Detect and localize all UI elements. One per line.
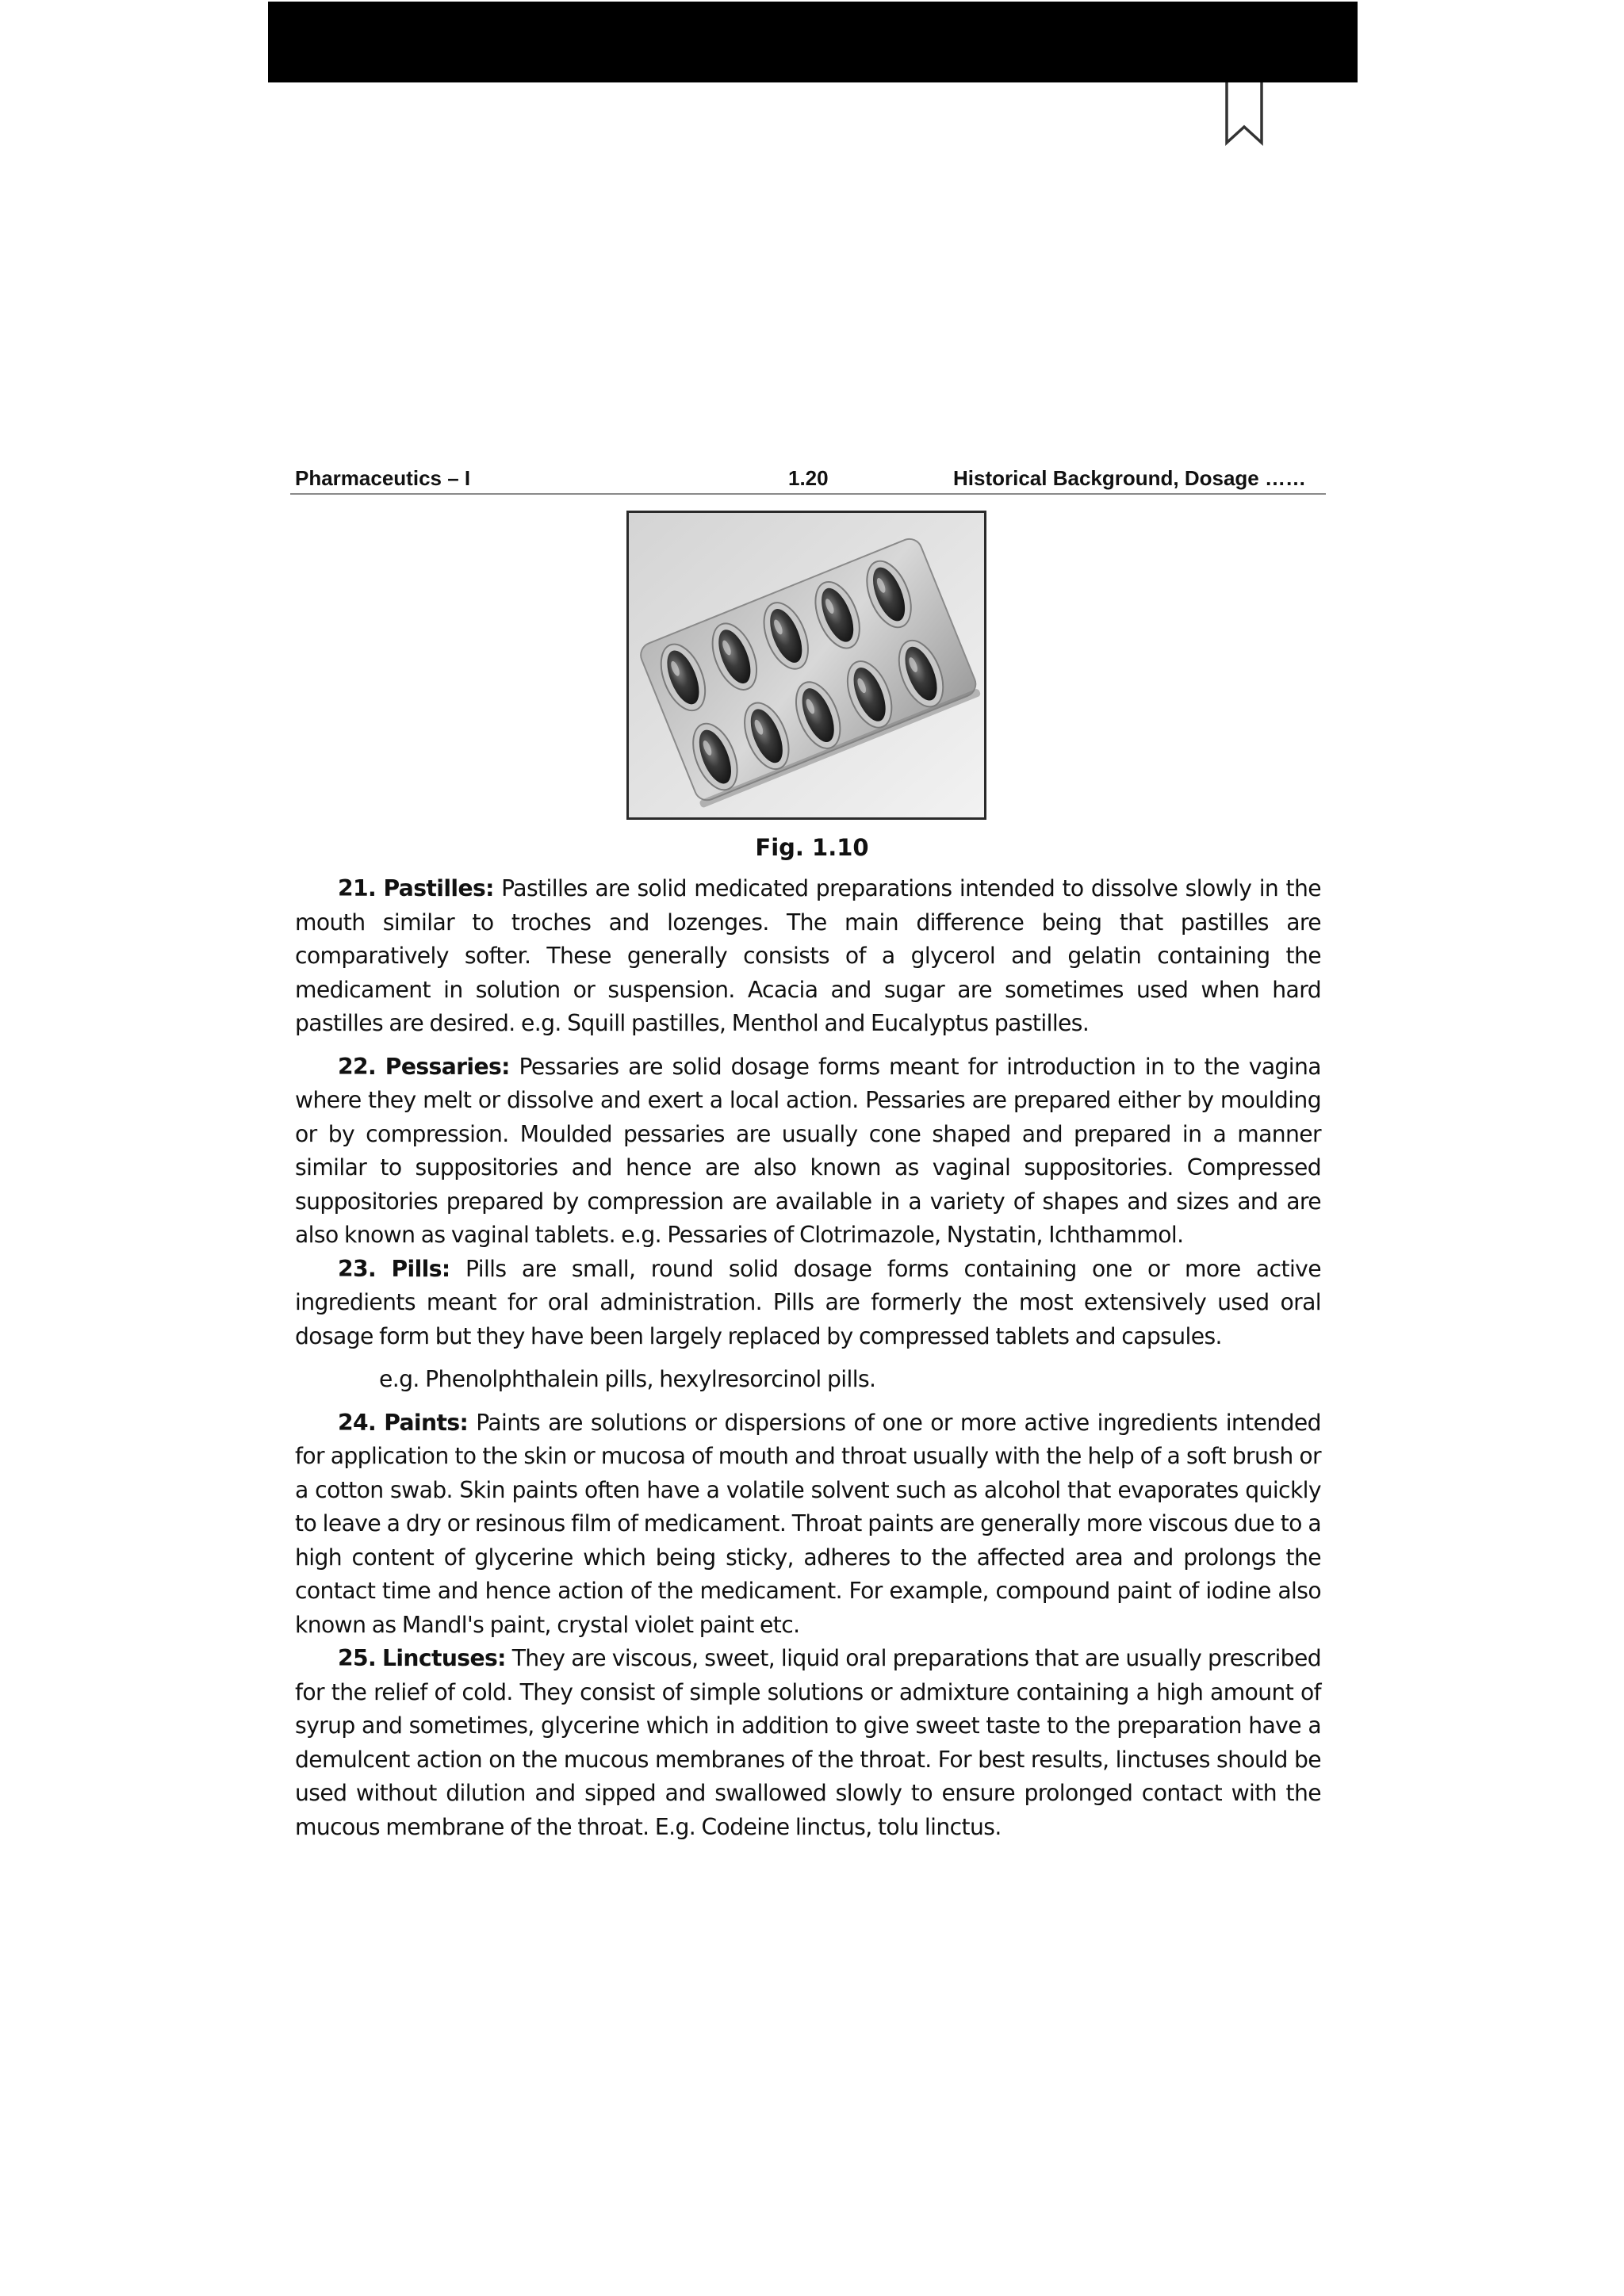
section-term: Paints: (384, 1409, 469, 1436)
section-linctuses (295, 1642, 1321, 1844)
section-number: 24. (338, 1409, 377, 1436)
page-header (290, 465, 1326, 495)
section-term: Pastilles: (383, 875, 494, 901)
section-pills (295, 1253, 1321, 1354)
section-term: Linctuses: (381, 1645, 506, 1671)
top-bar (268, 2, 1358, 82)
figure-caption: Fig. 1.10 (755, 834, 869, 861)
bookmark-icon[interactable] (1224, 82, 1265, 146)
section-pastilles (295, 872, 1321, 1041)
figure-blister-pack-image (626, 511, 986, 820)
section-paints (295, 1406, 1321, 1643)
body-text (295, 872, 1321, 1844)
blister-pack-illustration (629, 513, 984, 817)
header-page-number: 1.20 (788, 466, 829, 490)
section-text: Pills are small, round solid dosage forms containing one or more active ingredients meant for oral administration. Pills are formerly the most extensively used oral dosage form but they have been largely replaced by compressed tablets and capsules. (295, 1255, 1321, 1349)
section-number: 21. (338, 875, 377, 901)
section-text: Paints are solutions or dispersions of one or more active ingredients intended for application to the skin or mucosa of mouth and throat usually with the help of a soft brush or a cotton swab. Skin paints often have a volatile solvent such as alcohol that evaporates quickly to leave a dry or resinous film of medicament. Throat paints are generally more viscous due to a high content of glycerine which being sticky, adheres to the affected area and prolongs the contact time and hence action of the medicament. For example, compound paint of iodine also known as Mandl's paint, crystal violet paint etc. (295, 1409, 1321, 1638)
section-text: They are viscous, sweet, liquid oral preparations that are usually prescribed for the relief of cold. They consist of simple solutions or admixture containing a high amount of syrup and sometimes, glycerine which in addition to give sweet taste to the preparation have a demulcent action on the mucous membranes of the throat. For best results, linctuses should be used without dilution and sipped and swallowed slowly to ensure prolonged contact with the mucous membrane of the throat. E.g. Codeine linctus, tolu linctus. (295, 1645, 1321, 1840)
section-term: Pills: (391, 1255, 450, 1282)
section-number: 22. (338, 1053, 377, 1080)
section-pessaries (295, 1050, 1321, 1253)
section-number: 23. (338, 1255, 377, 1282)
header-book-title: Pharmaceutics – I (295, 466, 471, 490)
header-chapter-title: Historical Background, Dosage …… (953, 466, 1306, 490)
section-text: Pessaries are solid dosage forms meant for introduction in to the vagina where they melt or dissolve and exert a local action. Pessaries are prepared either by moulding or by compression. Moulded pessaries are usually cone shaped and prepared in a manner similar to suppositories and hence are also known as vaginal suppositories. Compressed suppositories prepared by compression are available in a variety of shapes and sizes and are also known as vaginal tablets. e.g. Pessaries of Clotrimazole, Nystatin, Ichthammol. (295, 1053, 1321, 1248)
section-pills-example: e.g. Phenolphthalein pills, hexylresorcinol pills. (379, 1366, 876, 1392)
section-term: Pessaries: (385, 1053, 510, 1080)
section-number: 25. (338, 1645, 377, 1671)
section-text: Pastilles are solid medicated preparations intended to dissolve slowly in the mouth similar to troches and lozenges. The main difference being that pastilles are comparatively softer. These generally consists of a glycerol and gelatin containing the medicament in solution or suspension. Acacia and sugar are sometimes used when hard pastilles are desired. e.g. Squill pastilles, Menthol and Eucalyptus pastilles. (295, 875, 1321, 1036)
